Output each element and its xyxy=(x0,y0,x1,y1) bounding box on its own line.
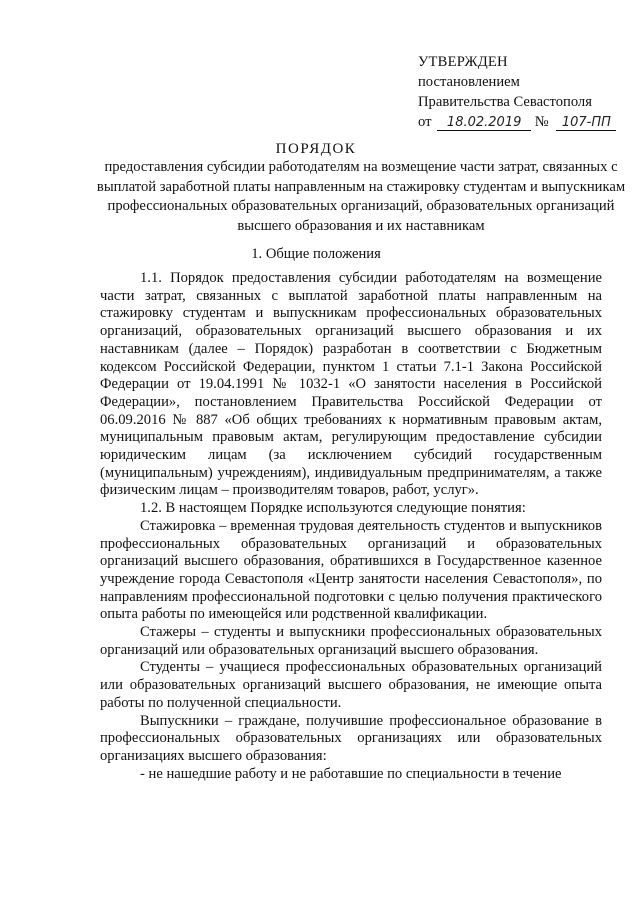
approval-number: 107-ПП xyxy=(556,116,616,131)
approval-number-label: № xyxy=(534,114,549,130)
section-heading: 1. Общие положения xyxy=(251,246,381,262)
paragraph-1-1: 1.1. Порядок предоставления субсидии работодателям на возмещение части затрат, связанных с выплатой заработной платы направленным на стажировку студентам и выпускникам профессиональных образовательных организаций, образовательных организаций высшего образования и их наставникам (далее – Порядок) разработан в соответствии с Бюджетным кодексом Российской Федерации, пунктом 1 статьи 7.1-1 Закона Российской Федерации от 19.04.1991 № 1032-1 «О занятости населения в Российской Федерации», постановлением Правительства Российской Федерации от 06.09.2016 № 887 «Об общих требованиях к нормативным правовым актам, муниципальным правовым актам, регулирующим предоставление субсидии юридическим лицам (за исключением субсидий государственным (муниципальным) учреждениям), индивидуальным предпринимателям, а также физическим лицам – производителям товаров, работ, услуг». xyxy=(100,270,602,499)
approval-title: УТВЕРЖДЕН xyxy=(418,54,508,70)
document-body xyxy=(100,270,602,783)
graduates-condition-item: - не нашедшие работу и не работавшие по специальности в течение xyxy=(140,765,562,782)
approval-line-government: Правительства Севастополя xyxy=(418,94,592,110)
definition-internship: Стажировка – временная трудовая деятельность студентов и выпускников профессиональных образовательных организаций и образовательных организаций высшего образования, обратившихся в Государственное казенное учреждение города Севастополя «Центр занятости населения Севастополя», по направлениям профессиональной подготовки с целью получения практического опыта работы по имеющейся или родственной квалификации. xyxy=(100,517,602,623)
definition-graduates: Выпускники – граждане, получившие профессиональное образование в профессиональных образовательных организациях или образовательных организациях высшего образования: xyxy=(100,712,602,764)
approval-date: 18.02.2019 xyxy=(437,116,531,131)
definition-students: Студенты – учащиеся профессиональных образовательных организаций или образовательных организаций высшего образования, не имеющие опыта работы по полученной специальности. xyxy=(100,659,602,711)
approval-stamp xyxy=(418,52,623,132)
definition-interns: Стажеры – студенты и выпускники профессиональных образовательных организаций или образовательных организаций высшего образования. xyxy=(100,624,602,658)
paragraph-1-2: 1.2. В настоящем Порядке используются следующие понятия: xyxy=(140,500,526,517)
approval-line-decree: постановлением xyxy=(418,74,520,90)
document-subtitle: предоставления субсидии работодателям на возмещение части затрат, связанных с выплатой заработной платы направленным на стажировку студентам и выпускникам профессиональных образовательных организаций, образовательных организаций высшего образования и их наставникам xyxy=(96,159,626,234)
document-title: ПОРЯДОК xyxy=(275,141,357,157)
approval-from-label: от xyxy=(418,114,432,130)
approval-date-number xyxy=(418,112,623,132)
